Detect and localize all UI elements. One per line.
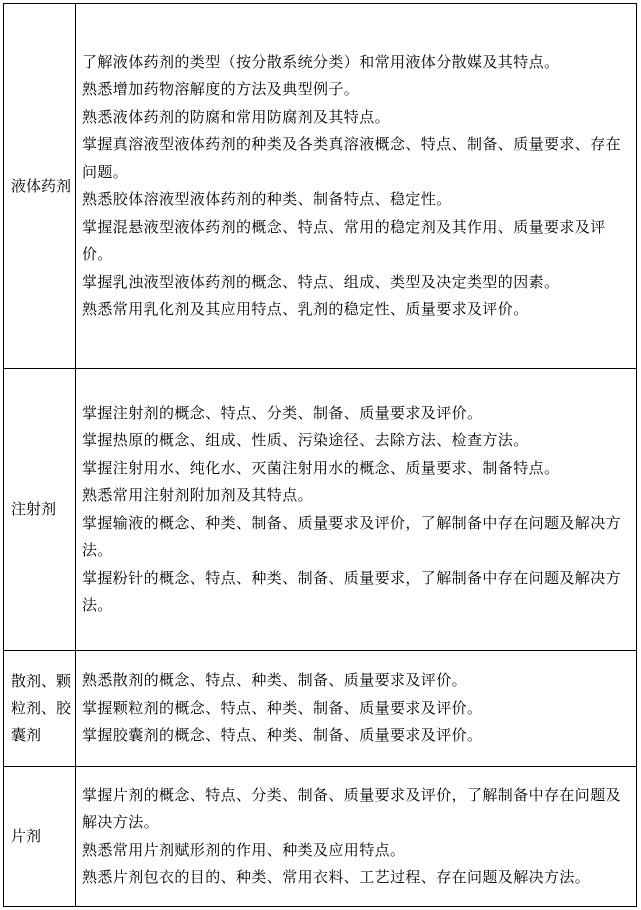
table-row — [4, 651, 637, 767]
list-item: 熟悉常用乳化剂及其应用特点、乳剂的稳定性、质量要求及评价。 — [82, 300, 529, 318]
table-row — [4, 369, 637, 651]
description-cell — [76, 369, 637, 651]
list-item: 熟悉常用注射剂附加剂及其特点。 — [82, 486, 314, 504]
list-item: 熟悉增加药物溶解度的方法及典型例子。 — [82, 80, 360, 98]
list-item: 掌握粉针的概念、特点、种类、制备、质量要求，了解制备中存在问题及解决方法。 — [82, 568, 622, 614]
list-item: 掌握胶囊剂的概念、特点、种类、制备、质量要求及评价。 — [82, 726, 483, 745]
syllabus-table — [3, 3, 637, 907]
category-cell: 注射剂 — [4, 369, 76, 651]
list-item: 熟悉常用片剂赋形剂的作用、种类及应用特点。 — [82, 840, 406, 859]
description-cell — [76, 651, 637, 767]
description-cell — [76, 4, 637, 369]
list-item: 掌握真溶液型液体药剂的种类及各类真溶液概念、特点、制备、质量要求、存在问题。 — [82, 135, 622, 181]
list-item: 掌握热原的概念、组成、性质、污染途径、去除方法、检查方法。 — [82, 431, 529, 449]
list-item: 掌握颗粒剂的概念、特点、种类、制备、质量要求及评价。 — [82, 698, 483, 717]
list-item: 了解液体药剂的类型（按分散系统分类）和常用液体分散媒及其特点。 — [82, 52, 560, 71]
list-item: 掌握注射用水、纯化水、灭菌注射用水的概念、质量要求、制备特点。 — [82, 458, 560, 477]
list-item: 熟悉片剂包衣的目的、种类、常用衣料、工艺过程、存在问题及解决方法。 — [82, 868, 591, 886]
list-item: 熟悉散剂的概念、特点、种类、制备、质量要求及评价。 — [82, 671, 468, 690]
list-item: 熟悉液体药剂的防腐和常用防腐剂及其特点。 — [82, 107, 391, 126]
description-cell — [76, 767, 637, 907]
list-item: 掌握混悬液型液体药剂的概念、特点、常用的稳定剂及其作用、质量要求及评价。 — [82, 217, 606, 263]
category-cell: 液体药剂 — [4, 4, 76, 369]
category-cell: 片剂 — [4, 767, 76, 907]
list-item: 掌握片剂的概念、特点、分类、制备、质量要求及评价，了解制备中存在问题及解决方法。 — [82, 785, 622, 831]
list-item: 掌握注射剂的概念、特点、分类、制备、质量要求及评价。 — [82, 403, 483, 422]
list-item: 掌握输液的概念、种类、制备、质量要求及评价，了解制备中存在问题及解决方法。 — [82, 513, 622, 559]
category-cell: 散剂、颗粒剂、胶囊剂 — [4, 651, 76, 767]
list-item: 掌握乳浊液型液体药剂的概念、特点、组成、类型及决定类型的因素。 — [82, 272, 560, 291]
list-item: 熟悉胶体溶液型液体药剂的种类、制备特点、稳定性。 — [82, 190, 452, 208]
table-row — [4, 767, 637, 907]
table-row — [4, 4, 637, 369]
